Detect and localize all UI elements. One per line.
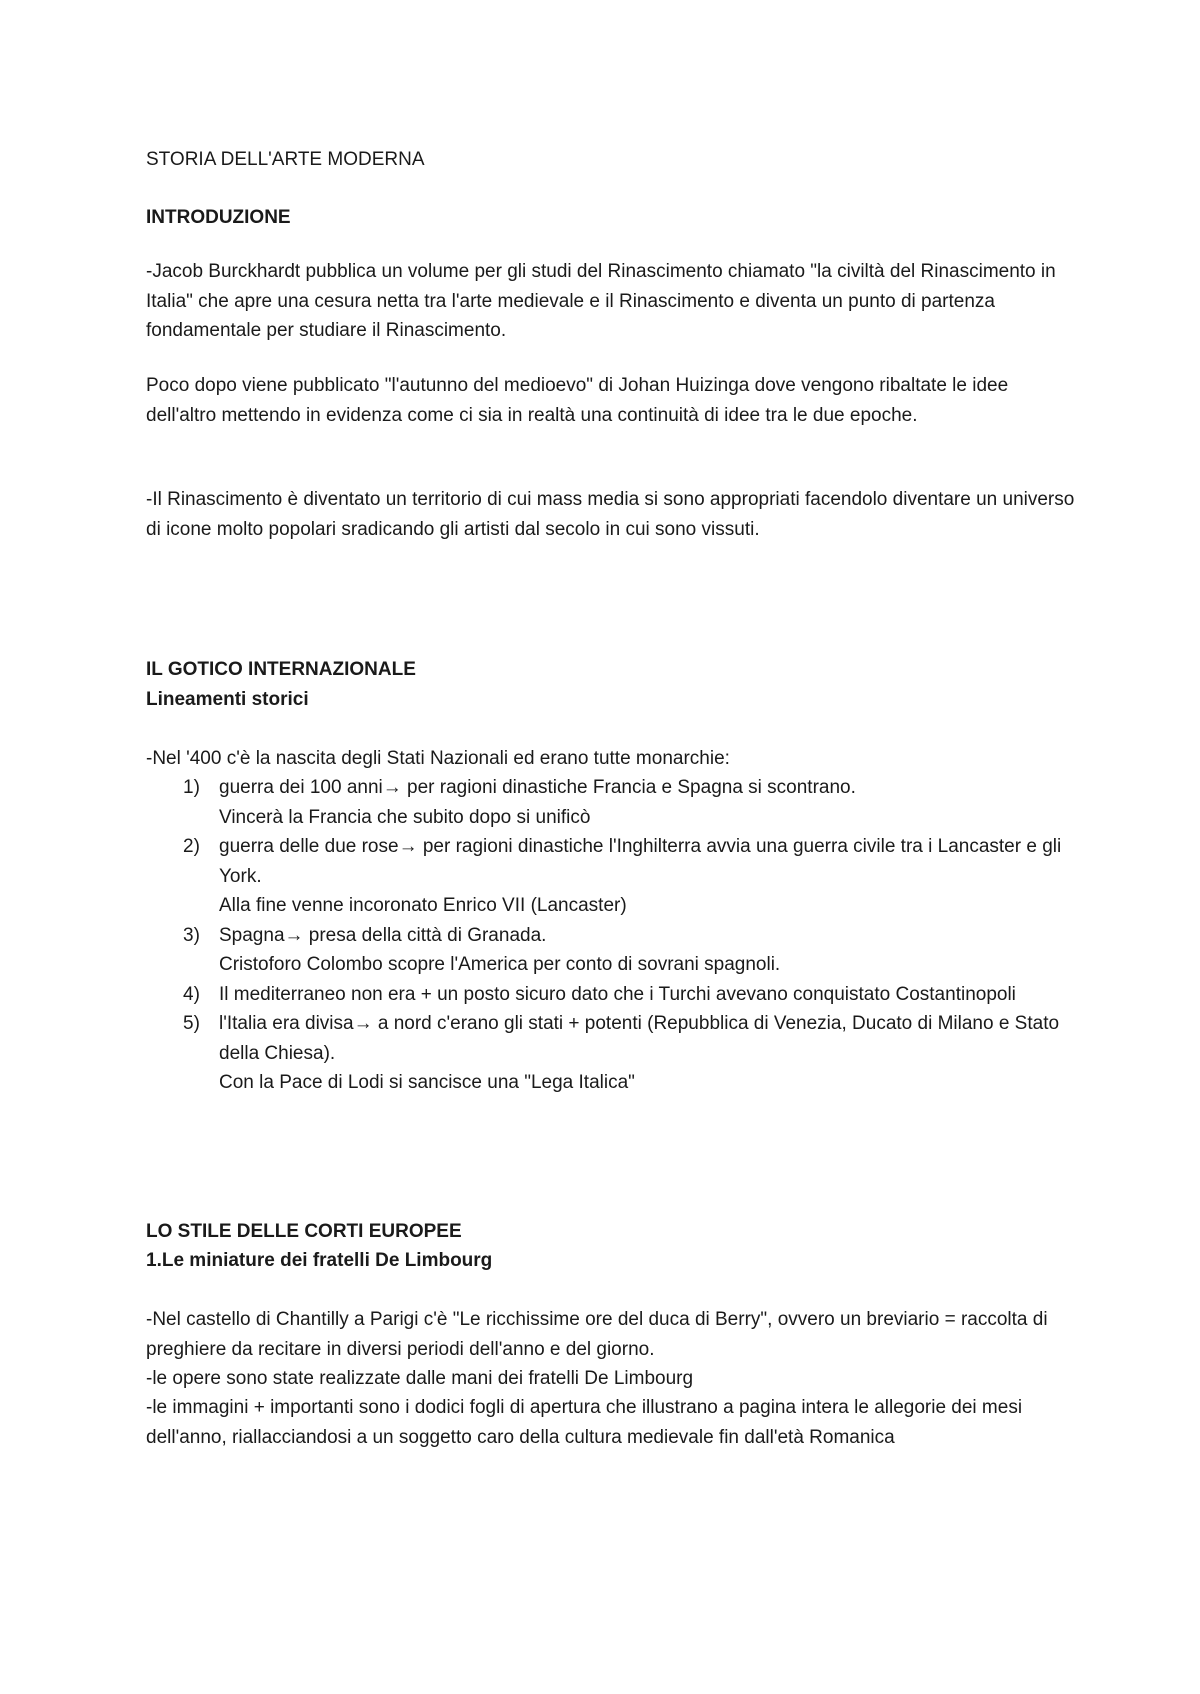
list-item-number: 2) [183, 836, 200, 857]
list-item [146, 921, 1076, 980]
gotico-lead: -Nel '400 c'è la nascita degli Stati Nazionali ed erano tutte monarchie: [146, 748, 730, 769]
intro-paragraph-2: Poco dopo viene pubblicato "l'autunno del medioevo" di Johan Huizinga dove vengono ribaltate le idee dell'altro mettendo in evidenza come ci sia in realtà una continuità di idee tra le due epoche. [146, 375, 1009, 426]
list-item [146, 1009, 1076, 1098]
corti-paragraph-3: -le immagini + importanti sono i dodici fogli di apertura che illustrano a pagina intera le allegorie dei mesi dell'anno, riallacciandosi a un soggetto caro della cultura medievale fin dall'età Romanica [146, 1397, 1023, 1448]
list-item-note: Cristoforo Colombo scopre l'America per conto di sovrani spagnoli. [219, 954, 781, 975]
list-item [146, 832, 1076, 921]
list-item-text: l'Italia era divisa→ a nord c'erano gli stati + potenti (Repubblica di Venezia, Ducato di Milano e Stato della Chiesa). [219, 1013, 1060, 1064]
events-list [146, 773, 1076, 1098]
corti-paragraph-1: -Nel castello di Chantilly a Parigi c'è "Le ricchissime ore del duca di Berry", ovvero un breviario = raccolta di preghiere da recitare in diversi periodi dell'anno e del giorno. [146, 1309, 1048, 1360]
list-item-note: Vincerà la Francia che subito dopo si unificò [219, 806, 591, 828]
gotico-heading: IL GOTICO INTERNAZIONALE [146, 659, 416, 680]
list-item-text: guerra dei 100 anni→ per ragioni dinastiche Francia e Spagna si scontrano. [219, 777, 856, 798]
list-item-text: Il mediterraneo non era + un posto sicuro dato che i Turchi avevano conquistato Costantinopoli [219, 983, 1016, 1005]
list-item [146, 773, 1076, 832]
list-item [146, 980, 1076, 1010]
gotico-subheading: Lineamenti storici [146, 689, 309, 710]
list-item-note: Con la Pace di Lodi si sancisce una "Lega Italica" [219, 1072, 635, 1093]
list-item-text: Spagna→ presa della città di Granada. [219, 924, 547, 946]
list-item-number: 1) [183, 777, 200, 798]
list-item-number: 4) [183, 983, 200, 1005]
intro-paragraph-3: -Il Rinascimento è diventato un territorio di cui mass media si sono appropriati facendolo diventare un universo di icone molto popolari sradicando gli artisti dal secolo in cui sono vissuti. [146, 489, 1075, 540]
document-title: STORIA DELL'ARTE MODERNA [146, 149, 425, 170]
list-item-number: 5) [183, 1013, 200, 1034]
corti-paragraph-2: -le opere sono state realizzate dalle mani dei fratelli De Limbourg [146, 1368, 694, 1389]
list-item-text: guerra delle due rose→ per ragioni dinastiche l'Inghilterra avvia una guerra civile tra i Lancaster e gli York. [219, 836, 1062, 887]
corti-subheading: 1.Le miniature dei fratelli De Limbourg [146, 1250, 493, 1271]
intro-heading: INTRODUZIONE [146, 207, 291, 228]
list-item-note: Alla fine venne incoronato Enrico VII (Lancaster) [219, 895, 627, 916]
intro-paragraph-1: -Jacob Burckhardt pubblica un volume per gli studi del Rinascimento chiamato "la civiltà del Rinascimento in Italia" che apre una cesura netta tra l'arte medievale e il Rinascimento e diventa un punto di partenza fondamentale per studiare il Rinascimento. [146, 261, 1056, 341]
list-item-number: 3) [183, 924, 200, 946]
corti-heading: LO STILE DELLE CORTI EUROPEE [146, 1221, 462, 1242]
